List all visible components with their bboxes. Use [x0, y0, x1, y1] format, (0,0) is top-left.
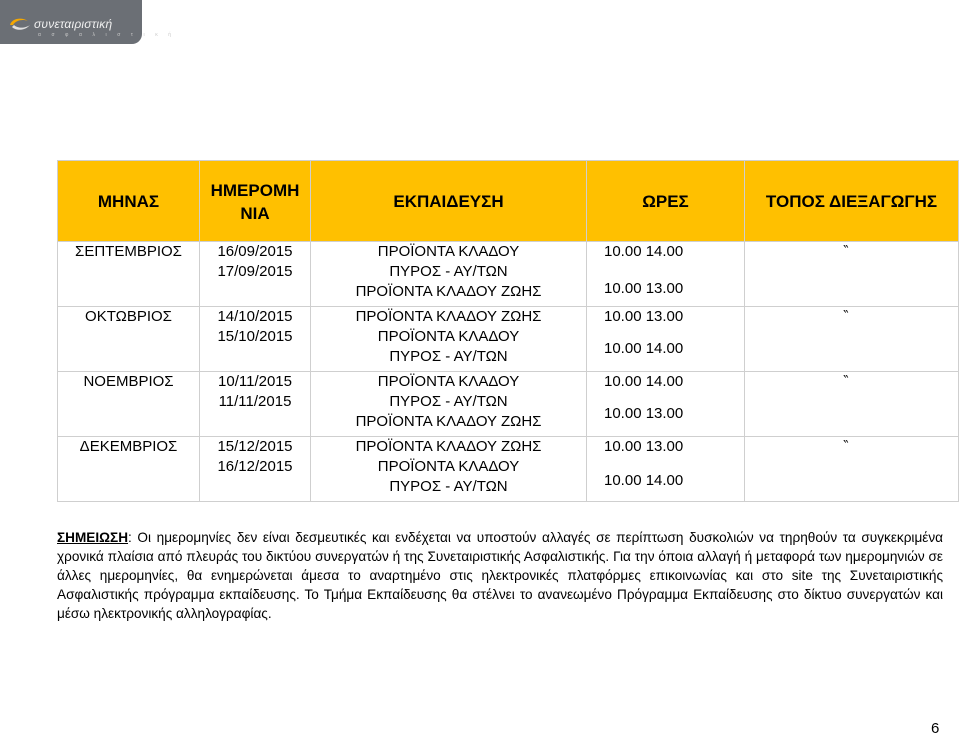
course-name: ΠΡΟΪΟΝΤΑ ΚΛΑΔΟΥ ΠΥΡΟΣ - ΑΥ/ΤΩΝ — [377, 243, 520, 280]
date-cell — [200, 372, 311, 437]
hours-cell — [587, 437, 745, 502]
ditto-mark: ‶ — [843, 438, 849, 455]
hours-value: 10.00 13.00 — [604, 280, 684, 297]
table-row — [58, 437, 959, 502]
note-label: ΣΗΜΕΙΩΣΗ — [57, 530, 129, 545]
month-cell: ΟΚΤΩΒΡΙΟΣ — [58, 307, 200, 372]
location-cell — [745, 242, 959, 307]
header-location: ΤΟΠΟΣ ΔΙΕΞΑΓΩΓΗΣ — [745, 161, 959, 242]
course-name: ΠΡΟΪΟΝΤΑ ΚΛΑΔΟΥ ΖΩΗΣ — [355, 308, 542, 325]
table-row — [58, 307, 959, 372]
training-cell — [311, 307, 587, 372]
company-logo — [0, 0, 176, 44]
header-training: ΕΚΠΑΙΔΕΥΣΗ — [311, 161, 587, 242]
logo-subtitle: α σ φ α λ ι σ τ ι κ ή — [38, 32, 176, 38]
hours-cell — [587, 372, 745, 437]
date-value: 11/11/2015 — [218, 393, 292, 410]
course-name: ΠΡΟΪΟΝΤΑ ΚΛΑΔΟΥ ΖΩΗΣ — [355, 283, 542, 300]
hours-value: 10.00 14.00 — [604, 340, 684, 357]
course-name: ΠΡΟΪΟΝΤΑ ΚΛΑΔΟΥ ΖΩΗΣ — [355, 413, 542, 430]
training-cell — [311, 437, 587, 502]
date-value: 14/10/2015 — [217, 308, 293, 325]
hours-value: 10.00 13.00 — [604, 308, 684, 325]
hours-value: 10.00 13.00 — [604, 405, 684, 422]
logo-text: συνεταιριστική — [34, 17, 113, 31]
note-text: : Οι ημερομηνίες δεν είναι δεσμευτικές και ενδέχεται να υποστούν αλλαγές σε περίπτωση δυσκολιών να τηρηθούν τα συγκεκριμένα χρονικά πλαίσια από πλευράς του δικτύου συνεργατών ή της Συνεταιριστικής Ασφαλιστικής. Για την όποια αλλαγή ή μεταφορά των ημερομηνιών σε άλλες ημερομηνίες, θα ενημερώνεται άμεσα το αναρτημένο στις ηλεκτρονικές πλατφόρμες επικοινωνίας και στο site της Συνεταιριστικής Ασφαλιστικής πρόγραμμα εκπαίδευσης. Το Τμήμα Εκπαίδευσης θα στέλνει το ανανεωμένο Πρόγραμμα Εκπαίδευσης στο δίκτυο συνεργατών και μέσω ηλεκτρονικής αλληλογραφίας. — [57, 530, 943, 621]
date-value: 16/12/2015 — [217, 458, 293, 475]
table-header-row — [58, 161, 959, 242]
month-cell: ΣΕΠΤΕΜΒΡΙΟΣ — [58, 242, 200, 307]
ditto-mark: ‶ — [843, 373, 849, 390]
course-name: ΠΡΟΪΟΝΤΑ ΚΛΑΔΟΥ ΖΩΗΣ — [355, 438, 542, 455]
ditto-mark: ‶ — [843, 308, 849, 325]
course-name: ΠΡΟΪΟΝΤΑ ΚΛΑΔΟΥ ΠΥΡΟΣ - ΑΥ/ΤΩΝ — [377, 373, 520, 410]
hours-cell — [587, 242, 745, 307]
training-cell — [311, 372, 587, 437]
date-cell — [200, 242, 311, 307]
hours-value: 10.00 14.00 — [604, 243, 684, 260]
hours-value: 10.00 13.00 — [604, 438, 684, 455]
course-name: ΠΡΟΪΟΝΤΑ ΚΛΑΔΟΥ ΠΥΡΟΣ - ΑΥ/ΤΩΝ — [377, 328, 520, 365]
hours-cell — [587, 307, 745, 372]
month-cell: ΔΕΚΕΜΒΡΙΟΣ — [58, 437, 200, 502]
date-value: 16/09/2015 — [217, 243, 293, 260]
date-value: 15/10/2015 — [217, 328, 293, 345]
location-cell — [745, 437, 959, 502]
date-value: 10/11/2015 — [218, 373, 292, 390]
training-cell — [311, 242, 587, 307]
disclaimer-note — [57, 528, 943, 623]
header-date: ΗΜΕΡΟΜΗ ΝΙΑ — [200, 161, 311, 242]
date-value: 15/12/2015 — [217, 438, 293, 455]
training-schedule-table — [57, 160, 959, 502]
date-cell — [200, 307, 311, 372]
ditto-mark: ‶ — [843, 243, 849, 260]
location-cell — [745, 372, 959, 437]
hours-value: 10.00 14.00 — [604, 472, 684, 489]
date-cell — [200, 437, 311, 502]
header-month: ΜΗΝΑΣ — [58, 161, 200, 242]
course-name: ΠΡΟΪΟΝΤΑ ΚΛΑΔΟΥ ΠΥΡΟΣ - ΑΥ/ΤΩΝ — [377, 458, 520, 495]
date-value: 17/09/2015 — [217, 263, 293, 280]
month-cell: ΝΟΕΜΒΡΙΟΣ — [58, 372, 200, 437]
location-cell — [745, 307, 959, 372]
table-row — [58, 372, 959, 437]
logo-swirl-icon — [8, 16, 32, 32]
table-row — [58, 242, 959, 307]
page-number: 6 — [931, 720, 940, 737]
hours-value: 10.00 14.00 — [604, 373, 684, 390]
header-hours: ΩΡΕΣ — [587, 161, 745, 242]
